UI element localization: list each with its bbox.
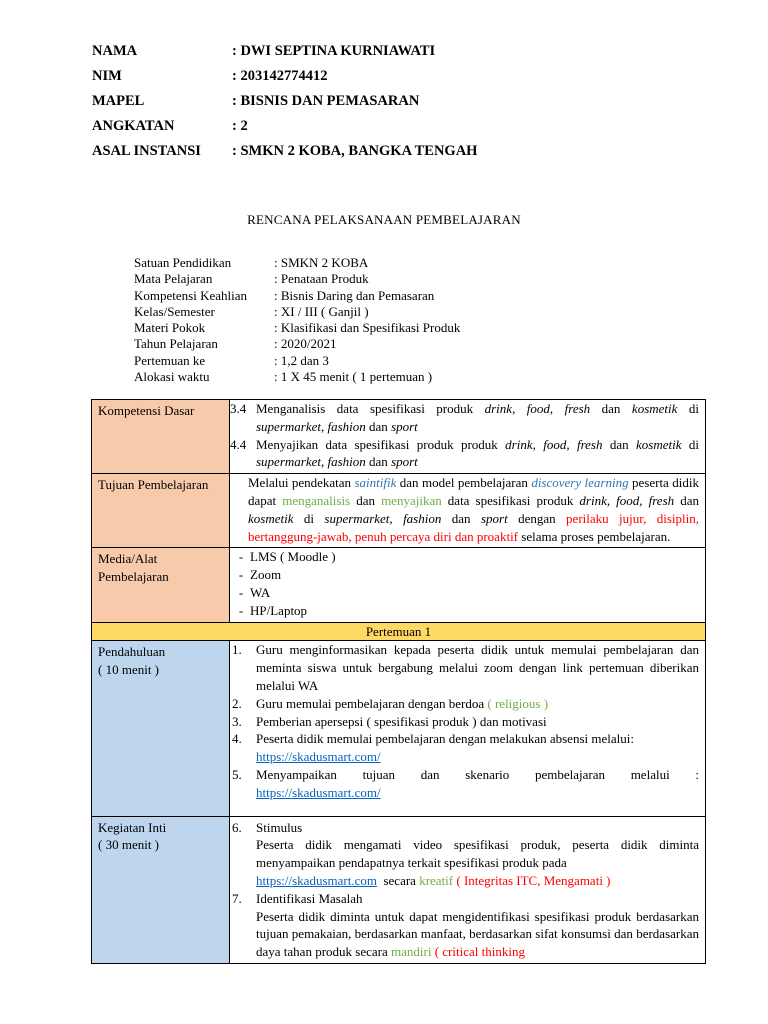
media-item-label: HP/Laptop: [250, 602, 308, 618]
list-item: [232, 713, 699, 731]
identity-value: : 203142774412: [232, 68, 328, 84]
cell-kompetensi-dasar: [230, 400, 706, 474]
row-kompetensi-dasar: [92, 400, 706, 474]
list-number: 3.: [232, 713, 242, 729]
list-number: 7.: [232, 890, 242, 906]
meta-row: [134, 255, 634, 271]
text: dan: [350, 492, 382, 508]
text-discovery-learning: discovery learning: [531, 475, 629, 491]
kegiatan-inti-time: ( 30 menit ): [98, 837, 160, 853]
meta-label: Pertemuan ke: [134, 352, 206, 368]
media-item: - Zoom: [238, 567, 282, 583]
text-red: ( Integritas ITC, Mengamati ): [453, 872, 611, 888]
kd-text: [256, 436, 699, 454]
media-item: - HP/Laptop: [238, 602, 308, 618]
text: dan: [602, 436, 637, 452]
list-number: 4.: [232, 731, 242, 747]
text: Menyampaikan tujuan dan skenario pembelajaran melalui :: [256, 766, 699, 782]
text: Guru memulai pembelajaran dengan berdoa: [256, 695, 488, 711]
text: dengan: [507, 510, 567, 526]
row-media: [92, 548, 706, 622]
text-red: ( critical thinking: [431, 944, 525, 960]
text: selama proses pembelajaran.: [518, 528, 671, 544]
kd-text-cont: [230, 453, 699, 471]
meta-value: : SMKN 2 KOBA: [274, 255, 369, 270]
skenario-link[interactable]: https://skadusmart.com/: [256, 784, 381, 800]
list-number: 5.: [232, 766, 242, 782]
kd-text: [256, 400, 699, 418]
meta-label: Kompetensi Keahlian: [134, 287, 247, 303]
text: dan: [590, 401, 632, 416]
identity-label: NIM: [92, 68, 122, 84]
identity-row-mapel: [92, 91, 712, 116]
text-italic: sport: [391, 418, 418, 434]
list-text: [256, 890, 699, 961]
meta-row: [134, 336, 634, 352]
media-item: - WA: [238, 584, 271, 600]
identity-label: ASAL INSTANSI: [92, 143, 201, 159]
text-italic: sport: [391, 454, 418, 470]
meta-row: [134, 369, 634, 385]
rpp-table: [91, 399, 706, 964]
text: secara: [376, 872, 420, 888]
identity-row-angkatan: [92, 116, 712, 141]
label-pendahuluan: [92, 641, 230, 816]
label-kegiatan-inti: [92, 816, 230, 963]
text: dan: [365, 418, 392, 434]
media-item-label: LMS ( Moodle ): [250, 549, 336, 565]
text: Menganalisis data spesifikasi produk: [256, 401, 485, 416]
list-text: Pemberian apersepsi ( spesifikasi produk ) dan motivasi: [256, 713, 547, 729]
identity-row-name: [92, 41, 712, 66]
text: dan: [441, 510, 481, 526]
text: Peserta didik memulai pembelajaran dengan melakukan absensi melalui:: [256, 731, 634, 747]
meta-row: [134, 353, 634, 369]
text-mandiri: mandiri: [391, 944, 432, 960]
pertemuan-heading: Pertemuan 1: [92, 622, 706, 641]
identity-block: [92, 41, 712, 166]
row-tujuan: [92, 474, 706, 548]
list-item: [232, 641, 699, 694]
text-kreatif: kreatif: [419, 872, 454, 888]
cell-kegiatan-inti: [230, 816, 706, 963]
tujuan-paragraph: [230, 474, 705, 547]
list-item: [232, 730, 699, 766]
meta-block: [134, 255, 634, 385]
list-text: [256, 819, 699, 890]
kd-item: [230, 436, 699, 454]
list-item: [232, 819, 699, 890]
identity-value: : BISNIS DAN PEMASARAN: [232, 93, 420, 109]
media-item-label: WA: [250, 584, 271, 600]
meta-value: : Klasifikasi dan Spesifikasi Produk: [274, 320, 461, 336]
text-green: menyajikan: [381, 492, 442, 508]
text-italic: drink, food, fresh: [505, 436, 603, 452]
list-text: Guru menginformasikan kepada peserta didik untuk memulai pembelajaran dan meminta siswa untuk bergabung melalui zoom dengan link pertemuan diberikan melalui WA: [256, 642, 699, 693]
list-text: [256, 695, 699, 713]
kd-item: [230, 400, 699, 418]
absensi-link[interactable]: https://skadusmart.com/: [256, 749, 381, 765]
text-italic: supermarket, fashion: [256, 418, 366, 434]
text-italic: drink, food, fresh: [579, 492, 675, 508]
list-item: [232, 890, 699, 961]
list-item: [232, 695, 699, 713]
text: Peserta didik mengamati video spesifikasi produk, peserta didik diminta menyampaikan pendapatnya terkait spesifikasi produk pada: [256, 837, 699, 871]
kd-text-cont: [230, 418, 699, 436]
text: di: [677, 401, 700, 416]
identity-value: : DWI SEPTINA KURNIAWATI: [232, 43, 436, 59]
row-kegiatan-inti: [92, 816, 706, 963]
media-item: - LMS ( Moodle ): [238, 549, 336, 565]
text: dan model pembelajaran: [396, 475, 532, 491]
text-italic: supermarket, fashion: [324, 510, 442, 526]
label-media: Media/Alat Pembelajaran: [92, 548, 230, 622]
row-pendahuluan: [92, 641, 706, 816]
list-number: 2.: [232, 695, 242, 711]
text-green: menganalisis: [282, 492, 351, 508]
kd-number: 4.4: [230, 436, 247, 452]
meta-label: Satuan Pendidikan: [134, 255, 232, 270]
text-italic: drink, food, fresh: [484, 401, 591, 416]
text-italic: sport: [480, 510, 508, 526]
meta-label: Mata Pelajaran: [134, 271, 213, 287]
text-religious: ( religious ): [487, 695, 549, 711]
meta-value: : 1,2 dan 3: [274, 352, 329, 368]
identity-row-instansi: [92, 141, 712, 166]
pendahuluan-time: ( 10 menit ): [98, 662, 160, 678]
meta-value: : Penataan Produk: [274, 271, 369, 287]
text: Melalui pendekatan: [248, 475, 355, 491]
meta-row: [134, 304, 634, 320]
list-item: [232, 766, 699, 802]
text: di: [681, 436, 699, 452]
kd-number: 3.4: [230, 401, 247, 416]
text: dan: [674, 492, 699, 508]
cell-media: [230, 548, 706, 622]
text-red: perilaku jujur, disiplin, bertanggung-jawab, penuh percaya diri dan proaktif: [248, 510, 699, 544]
text-italic: kosmetik: [248, 510, 294, 526]
meta-value: : 1 X 45 menit ( 1 pertemuan ): [274, 369, 433, 385]
text: Menyajikan data spesifikasi produk produk: [256, 436, 506, 452]
meta-row: [134, 288, 634, 304]
text: di: [293, 510, 325, 526]
list-number: 6.: [232, 819, 242, 835]
meta-label: Alokasi waktu: [134, 369, 210, 385]
label-tujuan: Tujuan Pembelajaran: [92, 474, 230, 548]
list-text: [256, 766, 699, 802]
identity-value: : 2: [232, 118, 248, 134]
document-title: RENCANA PELAKSANAAN PEMBELAJARAN: [247, 212, 521, 227]
stimulus-link[interactable]: https://skadusmart.com: [256, 872, 377, 888]
meta-value: : 2020/2021: [274, 336, 337, 352]
identity-label: MAPEL: [92, 93, 145, 109]
meta-label: Materi Pokok: [134, 320, 206, 336]
row-pertemuan: [92, 622, 706, 641]
identity-row-nim: [92, 66, 712, 91]
text: dan: [365, 454, 392, 470]
pendahuluan-title: Pendahuluan: [98, 644, 166, 660]
meta-label: Kelas/Semester: [134, 303, 215, 319]
list-number: 1.: [232, 642, 242, 658]
text: data spesifikasi produk: [441, 492, 580, 508]
text: peserta didik dapat: [248, 475, 699, 508]
text-italic: kosmetik: [636, 436, 682, 452]
media-item-label: Zoom: [250, 567, 282, 583]
identity-value: : SMKN 2 KOBA, BANGKA TENGAH: [232, 143, 478, 159]
list-text: [256, 730, 699, 766]
label-kompetensi-dasar: Kompetensi Dasar: [92, 400, 230, 474]
identity-label: NAMA: [92, 43, 138, 59]
stimulus-title: Stimulus: [256, 819, 303, 835]
meta-value: : XI / III ( Ganjil ): [274, 303, 369, 319]
meta-value: : Bisnis Daring dan Pemasaran: [274, 287, 435, 303]
meta-label: Tahun Pelajaran: [134, 336, 218, 352]
kegiatan-inti-title: Kegiatan Inti: [98, 819, 167, 835]
text: Peserta didik diminta untuk dapat mengidentifikasi spesifikasi produk berdasarkan tujuan pemakaian, berdasarkan manfaat, berdasarkan sifat konsumsi dan berdasarkan daya tahan produk secara: [256, 908, 699, 960]
identity-label: ANGKATAN: [92, 118, 175, 134]
meta-row: [134, 271, 634, 287]
cell-pendahuluan: [230, 641, 706, 816]
cell-tujuan: [230, 474, 706, 548]
identifikasi-title: Identifikasi Masalah: [256, 890, 363, 906]
text-italic: supermarket, fashion: [256, 454, 366, 470]
meta-row: [134, 320, 634, 336]
text-italic: kosmetik: [631, 401, 678, 416]
text-saintifik: saintifik: [354, 475, 397, 491]
